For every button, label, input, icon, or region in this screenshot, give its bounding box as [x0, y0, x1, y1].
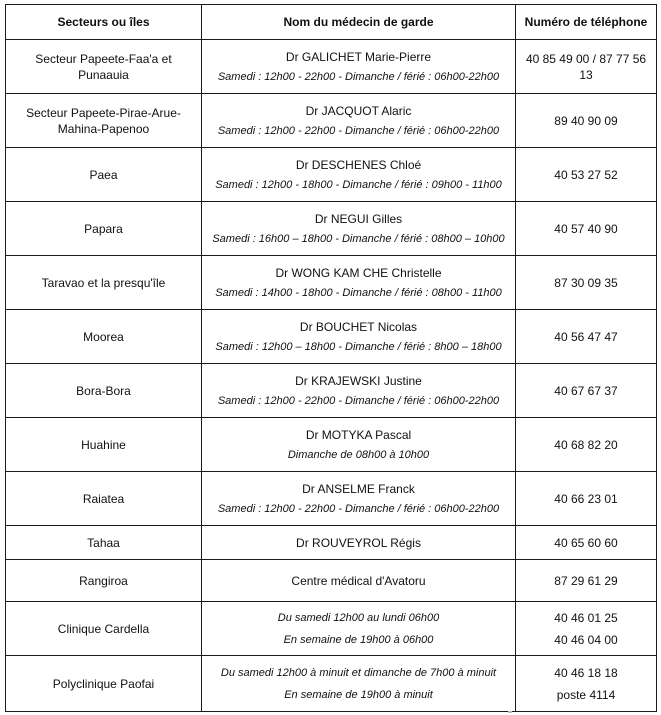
doctor-name: Dr MOTYKA Pascal [305, 427, 412, 442]
phone-cell [516, 40, 657, 94]
phone-cell [516, 526, 657, 560]
doctor-cell [202, 602, 516, 656]
table-row [6, 472, 657, 526]
phone-cell [516, 418, 657, 472]
on-call-doctors-table [5, 4, 657, 712]
duty-hours: Dimanche de 08h00 à 10h00 [287, 448, 430, 461]
doctor-name: Dr ANSELME Franck [302, 481, 415, 496]
sector-cell: Huahine [6, 418, 202, 472]
table-row [6, 602, 657, 656]
sector-cell: Rangiroa [6, 560, 202, 602]
sector-cell: Clinique Cardella [6, 602, 202, 656]
phone-cell [516, 472, 657, 526]
table-row [6, 40, 657, 94]
phone-cell [516, 148, 657, 202]
doctor-cell [202, 560, 516, 602]
sector-cell: Bora-Bora [6, 364, 202, 418]
doctor-name: Dr NEGUI Gilles [314, 211, 403, 226]
duty-hours: Samedi : 12h00 - 22h00 - Dimanche / férié : 06h00-22h00 [217, 70, 500, 83]
doctor-cell [202, 202, 516, 256]
phone-cell [516, 560, 657, 602]
duty-hours: Samedi : 12h00 – 18h00 - Dimanche / férié : 8h00 – 18h00 [215, 340, 502, 353]
phone-number: 40 65 60 60 [554, 535, 618, 550]
table-row [6, 526, 657, 560]
phone-cell [516, 310, 657, 364]
duty-hours: En semaine de 19h00 à 06h00 [283, 633, 434, 646]
phone-cell [516, 256, 657, 310]
phone-number: poste 4114 [556, 687, 616, 702]
sector-cell: Secteur Papeete-Pirae-Arue-Mahina-Papenoo [6, 94, 202, 148]
header-doctor: Nom du médecin de garde [202, 5, 516, 40]
doctor-name: Dr GALICHET Marie-Pierre [285, 49, 432, 64]
duty-hours: Samedi : 12h00 - 22h00 - Dimanche / férié : 06h00-22h00 [217, 394, 500, 407]
doctor-name: Dr BOUCHET Nicolas [299, 319, 418, 334]
doctor-name: Dr ROUVEYROL Régis [296, 535, 421, 550]
header-sector: Secteurs ou îles [6, 5, 202, 40]
phone-cell [516, 602, 657, 656]
doctor-cell [202, 472, 516, 526]
sector-cell: Moorea [6, 310, 202, 364]
table-row [6, 310, 657, 364]
doctor-cell [202, 364, 516, 418]
duty-hours: Du samedi 12h00 au lundi 06h00 [277, 611, 440, 624]
header-phone: Numéro de téléphone [516, 5, 657, 40]
phone-number: 40 46 01 25 [554, 610, 618, 625]
table-header-row [6, 5, 657, 40]
doctor-cell [202, 656, 516, 712]
doctor-cell [202, 40, 516, 94]
sector-cell: Tahaa [6, 526, 202, 560]
doctor-name: Dr JACQUOT Alaric [305, 103, 412, 118]
phone-cell [516, 94, 657, 148]
doctor-name: Dr WONG KAM CHE Christelle [275, 265, 442, 280]
scan-speck [508, 711, 512, 713]
phone-number: 40 53 27 52 [554, 167, 618, 182]
phone-number: 40 85 49 00 / 87 77 56 13 [525, 51, 647, 82]
doctor-cell [202, 148, 516, 202]
duty-hours: Samedi : 14h00 - 18h00 - Dimanche / férié : 08h00 - 11h00 [215, 286, 502, 299]
table-row [6, 364, 657, 418]
phone-number: 40 57 40 90 [554, 221, 618, 236]
phone-number: 40 56 47 47 [554, 329, 618, 344]
phone-number: 40 46 18 18 [554, 665, 618, 680]
doctor-name: Dr DESCHENES Chloé [295, 157, 422, 172]
doctor-name: Dr KRAJEWSKI Justine [295, 373, 422, 388]
table-row [6, 656, 657, 712]
duty-hours: En semaine de 19h00 à minuit [284, 688, 433, 701]
doctor-cell [202, 526, 516, 560]
sector-cell: Taravao et la presqu'île [6, 256, 202, 310]
table-row [6, 560, 657, 602]
duty-hours: Samedi : 16h00 – 18h00 - Dimanche / férié : 08h00 – 10h00 [212, 232, 505, 245]
sector-cell: Secteur Papeete-Faa'a et Punaauia [6, 40, 202, 94]
table-row [6, 202, 657, 256]
phone-cell [516, 202, 657, 256]
doctor-name: Centre médical d'Avatoru [291, 573, 426, 588]
sector-cell: Paea [6, 148, 202, 202]
phone-number: 87 30 09 35 [554, 275, 618, 290]
table-row [6, 94, 657, 148]
table-row [6, 148, 657, 202]
phone-cell [516, 656, 657, 712]
duty-hours: Samedi : 12h00 - 22h00 - Dimanche / férié : 06h00-22h00 [217, 124, 500, 137]
duty-hours: Samedi : 12h00 - 18h00 - Dimanche / férié : 09h00 - 11h00 [215, 178, 502, 191]
phone-number: 89 40 90 09 [554, 113, 618, 128]
sector-cell: Papara [6, 202, 202, 256]
sector-cell: Polyclinique Paofai [6, 656, 202, 712]
phone-number: 40 68 82 20 [554, 437, 618, 452]
phone-cell [516, 364, 657, 418]
phone-number: 87 29 61 29 [554, 573, 618, 588]
duty-hours: Du samedi 12h00 à minuit et dimanche de 7h00 à minuit [220, 666, 497, 679]
doctor-cell [202, 94, 516, 148]
phone-number: 40 66 23 01 [554, 491, 618, 506]
table-row [6, 256, 657, 310]
phone-number: 40 67 67 37 [554, 383, 618, 398]
doctor-cell [202, 418, 516, 472]
phone-number: 40 46 04 00 [554, 632, 618, 647]
doctor-cell [202, 310, 516, 364]
table-row [6, 418, 657, 472]
doctor-cell [202, 256, 516, 310]
sector-cell: Raiatea [6, 472, 202, 526]
duty-hours: Samedi : 12h00 - 22h00 - Dimanche / férié : 06h00-22h00 [217, 502, 500, 515]
